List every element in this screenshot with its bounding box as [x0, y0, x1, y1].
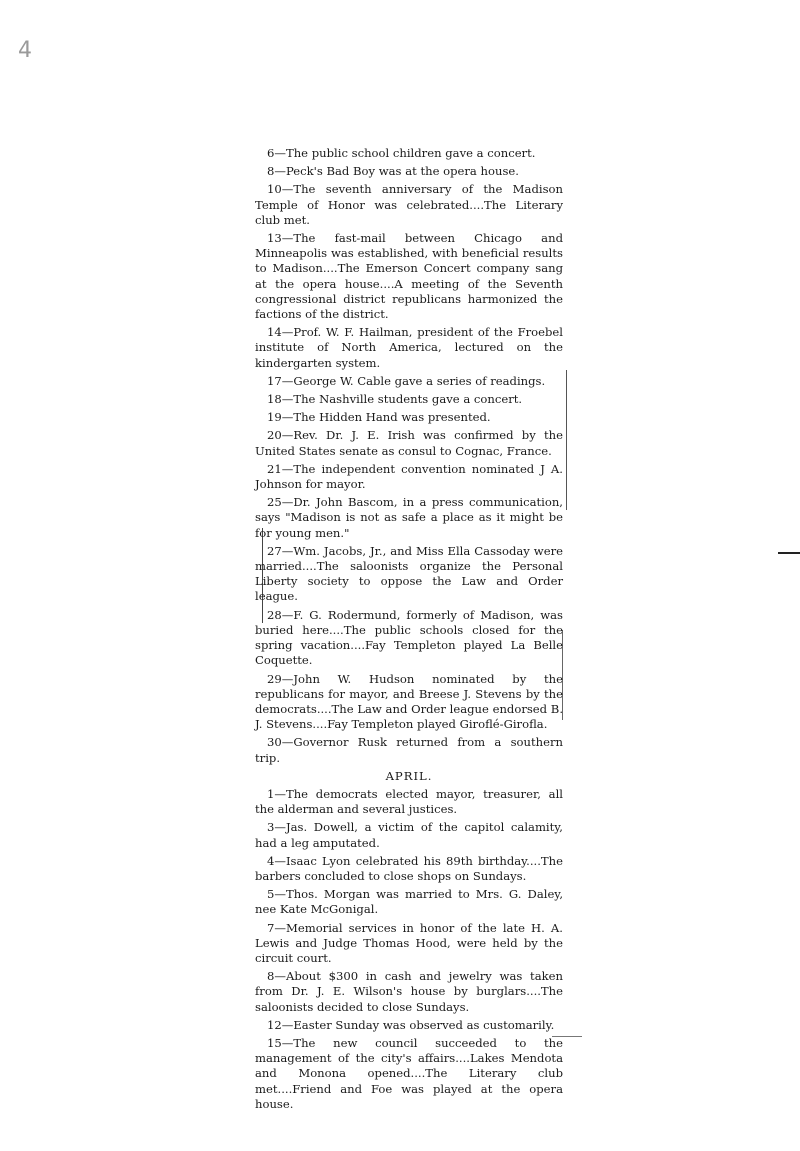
- entry: 20—Rev. Dr. J. E. Irish was confirmed by the United States senate as consul to Cognac, France.: [255, 428, 563, 458]
- entry: 12—Easter Sunday was observed as customarily.: [267, 1017, 555, 1032]
- entry: 10—The seventh anniversary of the Madison Temple of Honor was celebrated....The Literary club met.: [255, 182, 563, 227]
- entry: 6—The public school children gave a concert.: [267, 146, 536, 160]
- entry: 18—The Nashville students gave a concert.: [267, 392, 523, 407]
- entry: 27—Wm. Jacobs, Jr., and Miss Ella Cassoday were married....The saloonists organize the Personal Liberty society to oppose the Law and Order league.: [255, 543, 563, 604]
- entry: 15—The new council succeeded to the management of the city's affairs....Lakes Mendota and Monona opened....The Literary club met....Friend and Foe was played at the opera house.: [255, 1035, 563, 1111]
- entry: 5—Thos. Morgan was married to Mrs. G. Daley, nee Kate McGonigal.: [255, 887, 563, 917]
- entry: 14—Prof. W. F. Hailman, president of the Froebel institute of North America, lectured on the kindergarten system.: [255, 325, 563, 370]
- margin-mark: [778, 552, 800, 554]
- entry: 13—The fast-mail between Chicago and Minneapolis was established, with beneficial results to Madison....The Emerson Concert company sang at the opera house....A meeting of the Seventh congressional district republicans harmonized the factions of the district.: [255, 231, 563, 322]
- entry: 25—Dr. John Bascom, in a press communication, says "Madison is not as safe a place as it might be for young men.": [255, 495, 563, 540]
- entry: 30—Governor Rusk returned from a southern trip.: [255, 735, 563, 765]
- entry: 1—The democrats elected mayor, treasurer, all the alderman and several justices.: [255, 786, 563, 817]
- entry: 3—Jas. Dowell, a victim of the capitol calamity, had a leg amputated.: [255, 820, 563, 850]
- page-number-mark: 4: [18, 38, 32, 63]
- entry: 21—The independent convention nominated J A. Johnson for mayor.: [255, 461, 563, 492]
- entry: 8—Peck's Bad Boy was at the opera house.: [267, 164, 519, 179]
- entry: 29—John W. Hudson nominated by the republicans for mayor, and Breese J. Stevens by the democrats....The Law and Order league endorsed B. J. Stevens....Fay Templeton played Giroflé-Girofla.: [255, 671, 563, 732]
- entry: 4—Isaac Lyon celebrated his 89th birthday....The barbers concluded to close shops on Sundays.: [255, 853, 563, 883]
- newspaper-clipping: [255, 146, 563, 1115]
- entry: 28—F. G. Rodermund, formerly of Madison, was buried here....The public schools closed for the spring vacation....Fay Templeton played La Belle Coquette.: [255, 607, 563, 668]
- entry: 7—Memorial services in honor of the late H. A. Lewis and Judge Thomas Hood, were held by the circuit court.: [255, 920, 563, 965]
- clipping-edge-right: [566, 370, 567, 510]
- month-heading: APRIL.: [385, 768, 433, 783]
- entry: 8—About $300 in cash and jewelry was taken from Dr. J. E. Wilson's house by burglars....The saloonists decided to close Sundays.: [255, 969, 563, 1014]
- entry: 19—The Hidden Hand was presented.: [267, 410, 491, 425]
- entry: 17—George W. Cable gave a series of readings.: [267, 373, 546, 388]
